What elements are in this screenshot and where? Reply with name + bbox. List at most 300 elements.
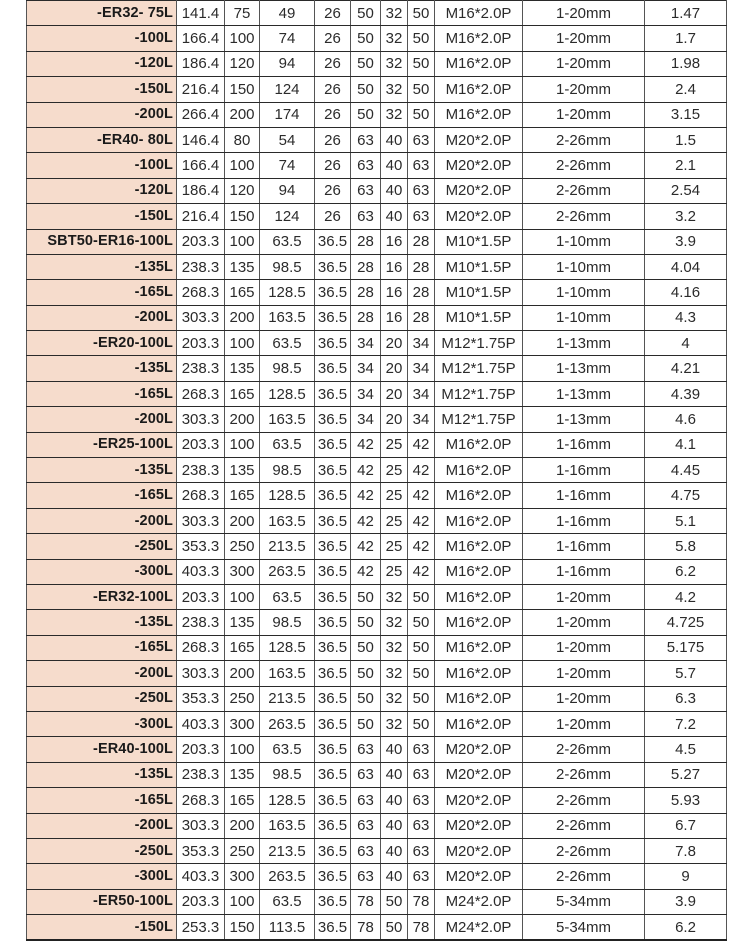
model-cell: SBT50-ER16-100L (27, 229, 177, 254)
table-row (27, 280, 727, 305)
model-cell: -150L (27, 204, 177, 229)
length-l2-cell: 36.5 (315, 508, 351, 533)
model-cell: -300L (27, 711, 177, 736)
length-l2-cell: 36.5 (315, 584, 351, 609)
diameter-d-cell: 42 (351, 458, 381, 483)
diameter-d-cell: 34 (351, 331, 381, 356)
length-l1-cell: 49 (260, 1, 315, 26)
diameter-d1-cell: 32 (381, 1, 408, 26)
thread-cell: M20*2.0P (435, 788, 523, 813)
specification-table (26, 0, 727, 941)
length-l-cell: 135 (225, 458, 260, 483)
diameter-d-cell: 63 (351, 153, 381, 178)
length-l1-cell: 213.5 (260, 686, 315, 711)
clamping-range-cell: 2-26mm (523, 204, 645, 229)
table-row (27, 559, 727, 584)
thread-cell: M12*1.75P (435, 356, 523, 381)
clamping-range-cell: 1-10mm (523, 280, 645, 305)
diameter-d2-cell: 42 (408, 432, 435, 457)
length-l-cell: 300 (225, 864, 260, 889)
length-l-cell: 200 (225, 407, 260, 432)
diameter-d2-cell: 50 (408, 635, 435, 660)
diameter-d1-cell: 32 (381, 661, 408, 686)
weight-cell: 4.3 (645, 305, 727, 330)
clamping-range-cell: 1-10mm (523, 229, 645, 254)
weight-cell: 2.1 (645, 153, 727, 178)
length-l1-cell: 163.5 (260, 305, 315, 330)
table-row (27, 610, 727, 635)
clamping-range-cell: 1-20mm (523, 711, 645, 736)
diameter-d1-cell: 40 (381, 153, 408, 178)
table-row (27, 432, 727, 457)
diameter-d1-cell: 50 (381, 915, 408, 941)
diameter-d2-cell: 42 (408, 508, 435, 533)
length-l-cell: 100 (225, 26, 260, 51)
length-l-cell: 135 (225, 254, 260, 279)
length-l1-cell: 63.5 (260, 432, 315, 457)
length-l2-cell: 36.5 (315, 762, 351, 787)
model-cell: -120L (27, 51, 177, 76)
diameter-d-cell: 63 (351, 204, 381, 229)
diameter-d1-cell: 32 (381, 77, 408, 102)
diameter-d2-cell: 42 (408, 559, 435, 584)
total-length-cell: 268.3 (177, 483, 225, 508)
table-row (27, 458, 727, 483)
model-cell: -250L (27, 686, 177, 711)
model-cell: -ER40-100L (27, 737, 177, 762)
diameter-d1-cell: 25 (381, 508, 408, 533)
diameter-d2-cell: 50 (408, 26, 435, 51)
diameter-d-cell: 63 (351, 838, 381, 863)
table-row (27, 127, 727, 152)
total-length-cell: 186.4 (177, 178, 225, 203)
diameter-d1-cell: 40 (381, 838, 408, 863)
model-cell: -250L (27, 534, 177, 559)
table-row (27, 178, 727, 203)
length-l2-cell: 36.5 (315, 737, 351, 762)
length-l1-cell: 63.5 (260, 737, 315, 762)
table-row (27, 51, 727, 76)
length-l1-cell: 213.5 (260, 838, 315, 863)
length-l2-cell: 36.5 (315, 305, 351, 330)
diameter-d-cell: 50 (351, 1, 381, 26)
diameter-d2-cell: 34 (408, 331, 435, 356)
diameter-d-cell: 63 (351, 178, 381, 203)
diameter-d2-cell: 28 (408, 229, 435, 254)
length-l1-cell: 163.5 (260, 508, 315, 533)
length-l2-cell: 26 (315, 102, 351, 127)
thread-cell: M16*2.0P (435, 483, 523, 508)
total-length-cell: 353.3 (177, 838, 225, 863)
length-l1-cell: 128.5 (260, 381, 315, 406)
weight-cell: 5.8 (645, 534, 727, 559)
total-length-cell: 303.3 (177, 407, 225, 432)
total-length-cell: 303.3 (177, 813, 225, 838)
diameter-d2-cell: 50 (408, 661, 435, 686)
table-row (27, 915, 727, 941)
clamping-range-cell: 1-20mm (523, 635, 645, 660)
length-l1-cell: 124 (260, 204, 315, 229)
diameter-d-cell: 50 (351, 711, 381, 736)
length-l2-cell: 36.5 (315, 686, 351, 711)
table-row (27, 229, 727, 254)
diameter-d-cell: 50 (351, 686, 381, 711)
length-l1-cell: 74 (260, 153, 315, 178)
diameter-d2-cell: 34 (408, 356, 435, 381)
total-length-cell: 186.4 (177, 51, 225, 76)
weight-cell: 5.93 (645, 788, 727, 813)
clamping-range-cell: 2-26mm (523, 127, 645, 152)
thread-cell: M12*1.75P (435, 407, 523, 432)
thread-cell: M12*1.75P (435, 381, 523, 406)
table-row (27, 77, 727, 102)
table-row (27, 711, 727, 736)
diameter-d-cell: 28 (351, 305, 381, 330)
diameter-d1-cell: 16 (381, 305, 408, 330)
diameter-d2-cell: 63 (408, 838, 435, 863)
diameter-d-cell: 63 (351, 127, 381, 152)
clamping-range-cell: 1-20mm (523, 51, 645, 76)
total-length-cell: 303.3 (177, 508, 225, 533)
weight-cell: 4 (645, 331, 727, 356)
total-length-cell: 403.3 (177, 711, 225, 736)
diameter-d-cell: 28 (351, 229, 381, 254)
thread-cell: M20*2.0P (435, 838, 523, 863)
length-l-cell: 135 (225, 762, 260, 787)
thread-cell: M16*2.0P (435, 559, 523, 584)
diameter-d2-cell: 63 (408, 178, 435, 203)
thread-cell: M16*2.0P (435, 102, 523, 127)
diameter-d1-cell: 20 (381, 407, 408, 432)
table-row (27, 356, 727, 381)
clamping-range-cell: 1-20mm (523, 1, 645, 26)
length-l-cell: 150 (225, 915, 260, 941)
diameter-d-cell: 34 (351, 356, 381, 381)
model-cell: -150L (27, 915, 177, 941)
length-l-cell: 100 (225, 584, 260, 609)
length-l-cell: 120 (225, 51, 260, 76)
diameter-d-cell: 50 (351, 635, 381, 660)
length-l-cell: 75 (225, 1, 260, 26)
thread-cell: M20*2.0P (435, 153, 523, 178)
diameter-d-cell: 50 (351, 26, 381, 51)
weight-cell: 3.2 (645, 204, 727, 229)
length-l-cell: 100 (225, 889, 260, 914)
diameter-d-cell: 34 (351, 381, 381, 406)
total-length-cell: 166.4 (177, 153, 225, 178)
length-l-cell: 250 (225, 686, 260, 711)
clamping-range-cell: 1-16mm (523, 432, 645, 457)
length-l-cell: 150 (225, 204, 260, 229)
length-l-cell: 250 (225, 534, 260, 559)
weight-cell: 5.1 (645, 508, 727, 533)
length-l1-cell: 63.5 (260, 331, 315, 356)
table-row (27, 483, 727, 508)
thread-cell: M10*1.5P (435, 305, 523, 330)
length-l-cell: 100 (225, 153, 260, 178)
total-length-cell: 268.3 (177, 788, 225, 813)
model-cell: -ER40- 80L (27, 127, 177, 152)
clamping-range-cell: 1-13mm (523, 331, 645, 356)
diameter-d-cell: 63 (351, 813, 381, 838)
length-l-cell: 200 (225, 813, 260, 838)
table-row (27, 407, 727, 432)
diameter-d-cell: 42 (351, 559, 381, 584)
model-cell: -135L (27, 458, 177, 483)
total-length-cell: 268.3 (177, 635, 225, 660)
model-cell: -150L (27, 77, 177, 102)
weight-cell: 4.39 (645, 381, 727, 406)
diameter-d2-cell: 50 (408, 610, 435, 635)
length-l1-cell: 54 (260, 127, 315, 152)
clamping-range-cell: 2-26mm (523, 813, 645, 838)
clamping-range-cell: 1-20mm (523, 661, 645, 686)
length-l1-cell: 98.5 (260, 356, 315, 381)
thread-cell: M12*1.75P (435, 331, 523, 356)
length-l2-cell: 26 (315, 153, 351, 178)
length-l1-cell: 98.5 (260, 458, 315, 483)
diameter-d2-cell: 50 (408, 51, 435, 76)
clamping-range-cell: 1-16mm (523, 534, 645, 559)
diameter-d1-cell: 32 (381, 584, 408, 609)
diameter-d2-cell: 63 (408, 737, 435, 762)
model-cell: -135L (27, 356, 177, 381)
total-length-cell: 403.3 (177, 559, 225, 584)
length-l2-cell: 36.5 (315, 331, 351, 356)
model-cell: -100L (27, 153, 177, 178)
diameter-d2-cell: 63 (408, 204, 435, 229)
total-length-cell: 403.3 (177, 864, 225, 889)
diameter-d-cell: 42 (351, 483, 381, 508)
weight-cell: 3.9 (645, 229, 727, 254)
weight-cell: 2.4 (645, 77, 727, 102)
thread-cell: M16*2.0P (435, 1, 523, 26)
length-l-cell: 200 (225, 508, 260, 533)
diameter-d-cell: 50 (351, 102, 381, 127)
weight-cell: 6.2 (645, 559, 727, 584)
length-l2-cell: 26 (315, 77, 351, 102)
model-cell: -200L (27, 661, 177, 686)
diameter-d1-cell: 40 (381, 737, 408, 762)
total-length-cell: 166.4 (177, 26, 225, 51)
diameter-d1-cell: 20 (381, 356, 408, 381)
table-row (27, 153, 727, 178)
weight-cell: 6.3 (645, 686, 727, 711)
diameter-d2-cell: 34 (408, 381, 435, 406)
table-row (27, 838, 727, 863)
weight-cell: 6.7 (645, 813, 727, 838)
diameter-d2-cell: 63 (408, 762, 435, 787)
length-l1-cell: 128.5 (260, 788, 315, 813)
weight-cell: 2.54 (645, 178, 727, 203)
length-l-cell: 165 (225, 635, 260, 660)
model-cell: -200L (27, 305, 177, 330)
weight-cell: 5.175 (645, 635, 727, 660)
diameter-d-cell: 28 (351, 280, 381, 305)
diameter-d2-cell: 50 (408, 77, 435, 102)
total-length-cell: 203.3 (177, 432, 225, 457)
length-l1-cell: 128.5 (260, 483, 315, 508)
weight-cell: 7.8 (645, 838, 727, 863)
table-row (27, 788, 727, 813)
diameter-d1-cell: 16 (381, 254, 408, 279)
table-row (27, 102, 727, 127)
length-l2-cell: 36.5 (315, 280, 351, 305)
clamping-range-cell: 2-26mm (523, 788, 645, 813)
model-cell: -165L (27, 280, 177, 305)
clamping-range-cell: 1-20mm (523, 102, 645, 127)
thread-cell: M16*2.0P (435, 26, 523, 51)
length-l1-cell: 94 (260, 51, 315, 76)
length-l1-cell: 63.5 (260, 584, 315, 609)
thread-cell: M16*2.0P (435, 661, 523, 686)
thread-cell: M10*1.5P (435, 229, 523, 254)
model-cell: -165L (27, 635, 177, 660)
thread-cell: M20*2.0P (435, 864, 523, 889)
length-l2-cell: 36.5 (315, 458, 351, 483)
table-row (27, 813, 727, 838)
total-length-cell: 303.3 (177, 661, 225, 686)
length-l2-cell: 36.5 (315, 432, 351, 457)
diameter-d2-cell: 78 (408, 915, 435, 941)
weight-cell: 1.98 (645, 51, 727, 76)
weight-cell: 4.1 (645, 432, 727, 457)
diameter-d-cell: 34 (351, 407, 381, 432)
diameter-d1-cell: 40 (381, 178, 408, 203)
spec-sheet (26, 0, 726, 941)
weight-cell: 4.6 (645, 407, 727, 432)
thread-cell: M16*2.0P (435, 77, 523, 102)
weight-cell: 4.5 (645, 737, 727, 762)
model-cell: -200L (27, 813, 177, 838)
length-l2-cell: 36.5 (315, 889, 351, 914)
length-l1-cell: 63.5 (260, 889, 315, 914)
weight-cell: 9 (645, 864, 727, 889)
diameter-d2-cell: 28 (408, 305, 435, 330)
diameter-d1-cell: 32 (381, 610, 408, 635)
length-l-cell: 250 (225, 838, 260, 863)
table-row (27, 762, 727, 787)
clamping-range-cell: 1-10mm (523, 254, 645, 279)
length-l1-cell: 128.5 (260, 635, 315, 660)
length-l-cell: 300 (225, 711, 260, 736)
diameter-d-cell: 63 (351, 737, 381, 762)
length-l-cell: 200 (225, 661, 260, 686)
table-row (27, 26, 727, 51)
table-row (27, 661, 727, 686)
clamping-range-cell: 1-20mm (523, 77, 645, 102)
clamping-range-cell: 1-16mm (523, 483, 645, 508)
diameter-d-cell: 42 (351, 508, 381, 533)
model-cell: -300L (27, 559, 177, 584)
thread-cell: M10*1.5P (435, 280, 523, 305)
total-length-cell: 253.3 (177, 915, 225, 941)
thread-cell: M16*2.0P (435, 584, 523, 609)
length-l-cell: 300 (225, 559, 260, 584)
diameter-d2-cell: 63 (408, 788, 435, 813)
clamping-range-cell: 5-34mm (523, 889, 645, 914)
model-cell: -ER32- 75L (27, 1, 177, 26)
length-l2-cell: 26 (315, 127, 351, 152)
table-row (27, 254, 727, 279)
length-l-cell: 165 (225, 280, 260, 305)
clamping-range-cell: 2-26mm (523, 838, 645, 863)
length-l1-cell: 74 (260, 26, 315, 51)
diameter-d2-cell: 50 (408, 711, 435, 736)
table-row (27, 1, 727, 26)
length-l-cell: 80 (225, 127, 260, 152)
diameter-d-cell: 28 (351, 254, 381, 279)
length-l1-cell: 98.5 (260, 610, 315, 635)
weight-cell: 4.75 (645, 483, 727, 508)
model-cell: -300L (27, 864, 177, 889)
length-l-cell: 100 (225, 229, 260, 254)
total-length-cell: 203.3 (177, 584, 225, 609)
total-length-cell: 266.4 (177, 102, 225, 127)
thread-cell: M20*2.0P (435, 813, 523, 838)
length-l2-cell: 36.5 (315, 711, 351, 736)
diameter-d-cell: 42 (351, 432, 381, 457)
diameter-d2-cell: 50 (408, 686, 435, 711)
model-cell: -135L (27, 254, 177, 279)
length-l2-cell: 26 (315, 26, 351, 51)
length-l1-cell: 163.5 (260, 407, 315, 432)
length-l2-cell: 36.5 (315, 254, 351, 279)
diameter-d2-cell: 28 (408, 280, 435, 305)
diameter-d1-cell: 32 (381, 635, 408, 660)
clamping-range-cell: 1-20mm (523, 686, 645, 711)
thread-cell: M16*2.0P (435, 711, 523, 736)
weight-cell: 4.45 (645, 458, 727, 483)
model-cell: -120L (27, 178, 177, 203)
diameter-d2-cell: 78 (408, 889, 435, 914)
diameter-d-cell: 50 (351, 51, 381, 76)
clamping-range-cell: 1-16mm (523, 559, 645, 584)
length-l2-cell: 36.5 (315, 559, 351, 584)
model-cell: -200L (27, 407, 177, 432)
diameter-d1-cell: 20 (381, 381, 408, 406)
length-l2-cell: 36.5 (315, 610, 351, 635)
weight-cell: 4.16 (645, 280, 727, 305)
weight-cell: 4.2 (645, 584, 727, 609)
weight-cell: 5.27 (645, 762, 727, 787)
thread-cell: M10*1.5P (435, 254, 523, 279)
weight-cell: 4.725 (645, 610, 727, 635)
total-length-cell: 268.3 (177, 280, 225, 305)
clamping-range-cell: 2-26mm (523, 737, 645, 762)
diameter-d1-cell: 25 (381, 483, 408, 508)
table-row (27, 204, 727, 229)
diameter-d2-cell: 63 (408, 864, 435, 889)
length-l2-cell: 36.5 (315, 915, 351, 941)
table-row (27, 381, 727, 406)
length-l2-cell: 36.5 (315, 483, 351, 508)
diameter-d2-cell: 50 (408, 102, 435, 127)
model-cell: -165L (27, 381, 177, 406)
table-row (27, 331, 727, 356)
total-length-cell: 216.4 (177, 77, 225, 102)
diameter-d-cell: 50 (351, 584, 381, 609)
length-l-cell: 135 (225, 610, 260, 635)
length-l1-cell: 98.5 (260, 254, 315, 279)
length-l-cell: 165 (225, 788, 260, 813)
table-row (27, 889, 727, 914)
length-l2-cell: 36.5 (315, 864, 351, 889)
length-l2-cell: 36.5 (315, 407, 351, 432)
thread-cell: M20*2.0P (435, 762, 523, 787)
total-length-cell: 353.3 (177, 534, 225, 559)
clamping-range-cell: 1-20mm (523, 610, 645, 635)
